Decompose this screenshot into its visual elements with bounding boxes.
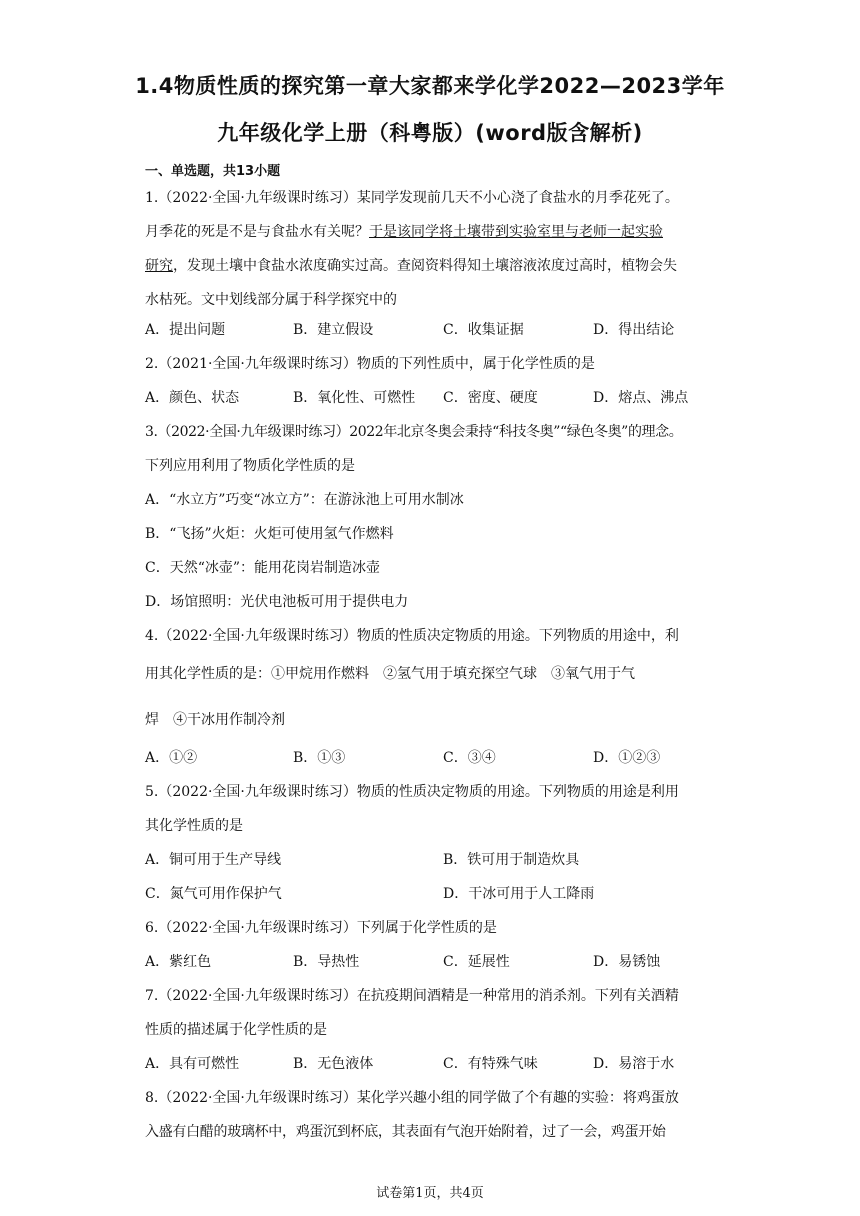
q7-option-b: B．无色液体 <box>293 1056 374 1072</box>
q4-option-d: D．①②③ <box>593 750 661 766</box>
question-7-line-1: 7.（2022·全国·九年级课时练习）在抗疫期间酒精是一种常用的消杀剂。下列有关酒精 <box>145 988 679 1004</box>
question-3-line-2: 下列应用利用了物质化学性质的是 <box>145 458 355 474</box>
question-4-line-2: 用其化学性质的是：①甲烷用作燃料 ②氢气用于填充探空气球 ③氧气用于气 <box>145 666 635 682</box>
question-1-line-1: 1.（2022·全国·九年级课时练习）某同学发现前几天不小心浇了食盐水的月季花死了。 <box>145 190 679 206</box>
q3-option-a: A．“水立方”巧变“冰立方”：在游泳池上可用水制冰 <box>145 492 464 508</box>
doc-title-line-1: 1.4物质性质的探究第一章大家都来学化学2022—2023学年 <box>135 74 725 98</box>
q1-option-b: B．建立假设 <box>293 322 374 338</box>
section-heading: 一、单选题，共13小题 <box>145 164 281 179</box>
question-4-line-1: 4.（2022·全国·九年级课时练习）物质的性质决定物质的用途。下列物质的用途中，利 <box>145 628 679 644</box>
q2-option-a: A．颜色、状态 <box>145 390 240 406</box>
q2-option-b: B．氧化性、可燃性 <box>293 390 416 406</box>
q7-option-a: A．具有可燃性 <box>145 1056 240 1072</box>
question-1-line-2: 月季花的死是不是与食盐水有关呢？于是该同学将土壤带到实验室里与老师一起实验 <box>145 224 663 240</box>
question-6-line-1: 6.（2022·全国·九年级课时练习）下列属于化学性质的是 <box>145 920 497 936</box>
page-footer: 试卷第1页，共4页 <box>376 1186 484 1201</box>
question-8-line-1: 8.（2022·全国·九年级课时练习）某化学兴趣小组的同学做了个有趣的实验：将鸡蛋放 <box>145 1090 679 1106</box>
q5-option-b: B．铁可用于制造炊具 <box>443 852 580 868</box>
q5-option-a: A．铜可用于生产导线 <box>145 852 282 868</box>
question-8-line-2: 入盛有白醋的玻璃杯中，鸡蛋沉到杯底，其表面有气泡开始附着，过了一会，鸡蛋开始 <box>145 1124 666 1140</box>
question-7-line-2: 性质的描述属于化学性质的是 <box>145 1022 327 1038</box>
q6-option-c: C．延展性 <box>443 954 510 970</box>
question-1-line-4: 水枯死。文中划线部分属于科学探究中的 <box>145 292 397 308</box>
q6-option-d: D．易锈蚀 <box>593 954 661 970</box>
q5-option-d: D．干冰可用于人工降雨 <box>443 886 595 902</box>
question-3-line-1: 3.（2022·全国·九年级课时练习）2022年北京冬奥会秉持“科技冬奥”“绿色冬奥”的理念。 <box>145 424 683 440</box>
q3-option-d: D．场馆照明：光伏电池板可用于提供电力 <box>145 594 409 610</box>
q7-option-c: C．有特殊气味 <box>443 1056 538 1072</box>
underlined-text: 研究 <box>145 258 173 274</box>
doc-title-line-2: 九年级化学上册（科粤版）(word版含解析) <box>217 121 643 145</box>
q2-option-c: C．密度、硬度 <box>443 390 538 406</box>
q6-option-a: A．紫红色 <box>145 954 212 970</box>
q4-option-b: B．①③ <box>293 750 346 766</box>
question-1-line-3: 研究，发现土壤中食盐水浓度确实过高。查阅资料得知土壤溶液浓度过高时，植物会失 <box>145 258 677 274</box>
q3-option-b: B．“飞扬”火炬：火炬可使用氢气作燃料 <box>145 526 394 542</box>
question-2-line-1: 2.（2021·全国·九年级课时练习）物质的下列性质中，属于化学性质的是 <box>145 356 595 372</box>
q2-option-d: D．熔点、沸点 <box>593 390 689 406</box>
q4-option-a: A．①② <box>145 750 198 766</box>
q7-option-d: D．易溶于水 <box>593 1056 675 1072</box>
q1-option-a: A．提出问题 <box>145 322 226 338</box>
q1-option-d: D．得出结论 <box>593 322 675 338</box>
q1-option-c: C．收集证据 <box>443 322 524 338</box>
question-4-line-3: 焊 ④干冰用作制冷剂 <box>145 712 285 728</box>
q5-option-c: C．氮气可用作保护气 <box>145 886 282 902</box>
underlined-text: 于是该同学将土壤带到实验室里与老师一起实验 <box>369 224 663 240</box>
question-5-line-1: 5.（2022·全国·九年级课时练习）物质的性质决定物质的用途。下列物质的用途是利用 <box>145 784 679 800</box>
question-5-line-2: 其化学性质的是 <box>145 818 243 834</box>
q6-option-b: B．导热性 <box>293 954 360 970</box>
q4-option-c: C．③④ <box>443 750 496 766</box>
q3-option-c: C．天然“冰壶”：能用花岗岩制造冰壶 <box>145 560 381 576</box>
